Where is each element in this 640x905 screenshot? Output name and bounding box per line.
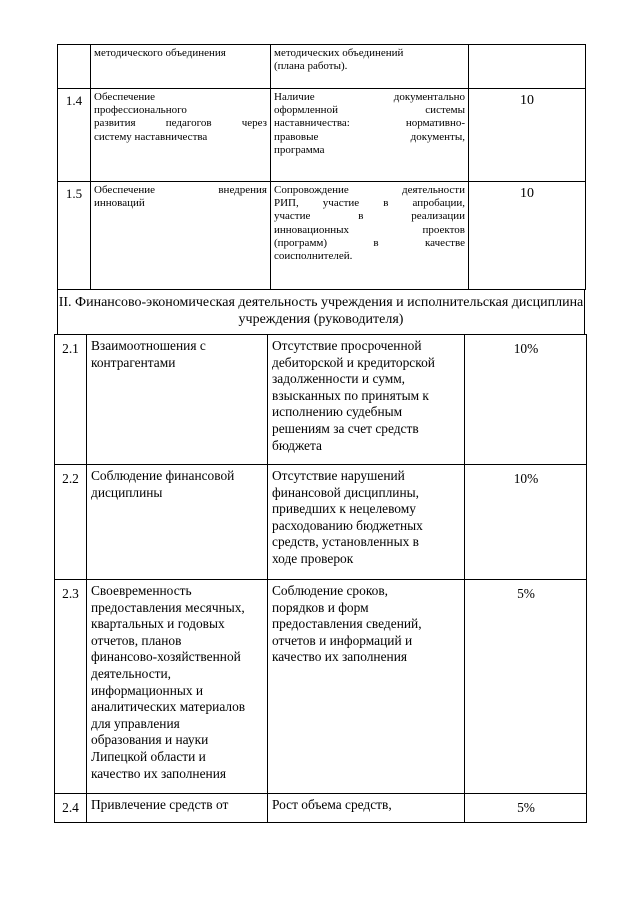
row-number: 2.2	[55, 465, 87, 580]
score-cell: 10%	[465, 335, 587, 465]
table-row	[58, 89, 586, 182]
indicator-cell: Наличие документально оформленной системы наставничества: нормативно- правовые документы, программа	[271, 89, 469, 182]
table-row	[55, 794, 587, 823]
score-cell: 5%	[465, 580, 587, 794]
indicator-cell: Отсутствие нарушений финансовой дисциплины, приведших к нецелевому расходованию бюджетных средств, установленных в ходе проверок	[268, 465, 465, 580]
table-row	[58, 182, 586, 290]
score-cell: 10	[469, 182, 586, 290]
criterion-cell: Обеспечение профессионального развития педагогов через систему наставничества	[91, 89, 271, 182]
indicator-cell: Сопровождение деятельности РИП, участие в апробации, участие в реализации инновационных проектов (программ) в качестве соисполнителей.	[271, 182, 469, 290]
criterion-cell: Своевременность предоставления месячных, квартальных и годовых отчетов, планов финансово-хозяйственной деятельности, информационных и аналитических материалов для управления образования и науки Липецкой области и качество их заполнения	[87, 580, 268, 794]
score-cell: 10	[469, 89, 586, 182]
criteria-table-top	[57, 44, 586, 290]
criterion-cell: Привлечение средств от	[87, 794, 268, 823]
row-number: 2.3	[55, 580, 87, 794]
table-row	[58, 45, 586, 89]
table-row	[55, 465, 587, 580]
criterion-cell: Обеспечение внедрения инноваций	[91, 182, 271, 290]
section-header: II. Финансово-экономическая деятельность учреждения и исполнительская дисциплина учреждения (руководителя)	[57, 289, 585, 334]
row-number: 2.1	[55, 335, 87, 465]
row-number: 1.4	[58, 89, 91, 182]
criterion-cell: Взаимоотношения с контрагентами	[87, 335, 268, 465]
table-row	[55, 580, 587, 794]
criterion-cell: Соблюдение финансовой дисциплины	[87, 465, 268, 580]
table-row	[55, 335, 587, 465]
criteria-table-bottom	[54, 334, 587, 823]
score-cell: 5%	[465, 794, 587, 823]
score-cell: 10%	[465, 465, 587, 580]
indicator-cell: Соблюдение сроков, порядков и форм предоставления сведений, отчетов и информаций и качество их заполнения	[268, 580, 465, 794]
row-number	[58, 45, 91, 89]
indicator-cell: методических объединений (плана работы).	[271, 45, 469, 89]
row-number: 2.4	[55, 794, 87, 823]
indicator-cell: Отсутствие просроченной дебиторской и кредиторской задолженности и сумм, взысканных по принятым к исполнению судебным решениям за счет средств бюджета	[268, 335, 465, 465]
indicator-cell: Рост объема средств,	[268, 794, 465, 823]
score-cell	[469, 45, 586, 89]
row-number: 1.5	[58, 182, 91, 290]
criterion-cell: методического объединения	[91, 45, 271, 89]
